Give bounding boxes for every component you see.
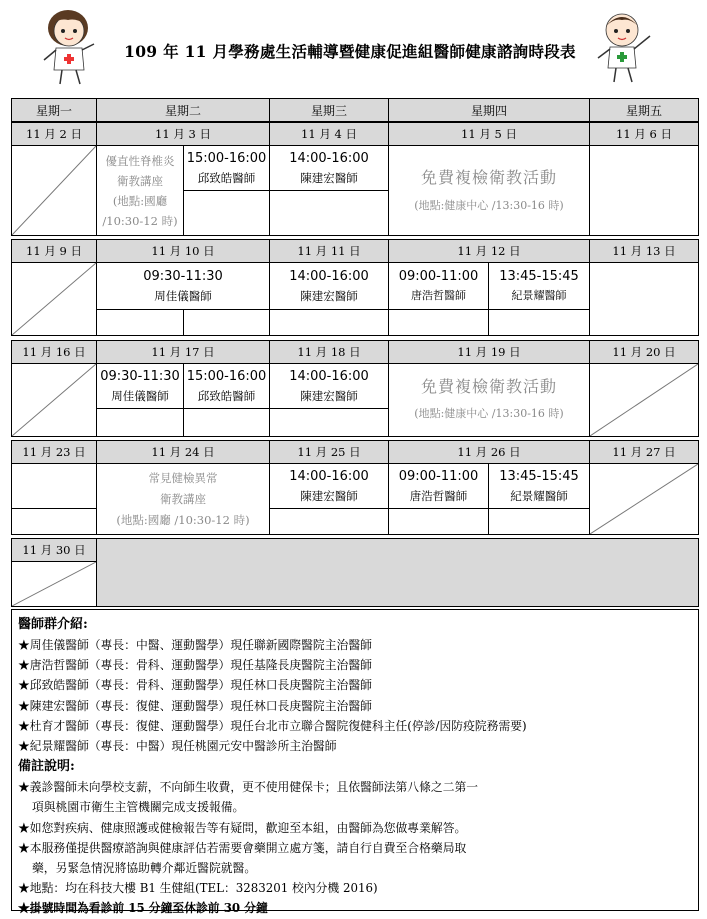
doctor-slot: 13:45-15:45 紀景耀醫師: [488, 463, 590, 509]
free-checkup-event: 免費複檢衛教活動 (地點:健康中心 /13:30-16 時): [388, 363, 590, 437]
no-service-cell: [589, 363, 699, 437]
doctor-slot: 09:00-11:00 唐浩哲醫師: [388, 463, 489, 509]
doctor-intro: ★杜育才醫師（專長：復健、運動醫學）現任台北市立聯合醫院復健科主任(停診/因防疫院務需要): [18, 718, 527, 733]
free-checkup-event: 免費複檢衛教活動 (地點:健康中心 /13:30-16 時): [388, 145, 590, 236]
weekday-wed: 星期三: [269, 98, 389, 122]
doctor-slot: 14:00-16:00 陳建宏醫師: [269, 363, 389, 409]
date-cell: 11 月 24 日: [96, 440, 270, 464]
date-cell: 11 月 26 日: [388, 440, 590, 464]
date-cell: 11 月 25 日: [269, 440, 389, 464]
doctor-intro: ★周佳儀醫師（專長：中醫、運動醫學）現任聯新國際醫院主治醫師: [18, 638, 372, 652]
date-cell: 11 月 4 日: [269, 122, 389, 146]
date-cell: 11 月 30 日: [11, 538, 97, 562]
doctors-heading: 醫師群介紹:: [18, 617, 88, 632]
remark-line: ★如您對疾病、健康照護或健檢報告等有疑問，歡迎至本組，由醫師為您做專業解答。: [18, 820, 467, 835]
date-cell: 11 月 16 日: [11, 340, 97, 364]
weekday-tue: 星期二: [96, 98, 270, 122]
date-cell: 11 月 9 日: [11, 239, 97, 263]
no-service-cell: [11, 262, 97, 336]
remark-line: ★掛號時間為看診前 15 分鐘至休診前 30 分鐘: [18, 901, 268, 916]
no-service-cell: [589, 463, 699, 535]
doctor-slot: 14:00-16:00 陳建宏醫師: [269, 463, 389, 509]
remark-line: ★本服務僅提供醫療諮詢與健康評估若需要會藥開立處方箋，請自行自費至合格藥局取: [18, 840, 467, 855]
weekday-mon: 星期一: [11, 98, 97, 122]
doctor-intro: ★陳建宏醫師（專長：復健、運動醫學）現任林口長庚醫院主治醫師: [18, 698, 372, 713]
remark-line: ★義診醫師未向學校支薪，不向師生收費，更不使用健保卡；且依醫師法第八條之二第一: [18, 780, 479, 795]
weekday-thu: 星期四: [388, 98, 590, 122]
doctor-intro: ★紀景耀醫師（專長：中醫）現任桃園元安中醫診所主治醫師: [18, 739, 337, 754]
doctor-slot: 15:00-16:00 邱致皓醫師: [183, 145, 270, 191]
notes-section: [11, 609, 699, 916]
no-service-cell: [11, 561, 97, 607]
doctor-slot: 14:00-16:00 陳建宏醫師: [269, 145, 389, 191]
date-cell: 11 月 6 日: [589, 122, 699, 146]
no-service-cell: [11, 145, 97, 236]
date-cell: 11 月 2 日: [11, 122, 97, 146]
date-cell: 11 月 18 日: [269, 340, 389, 364]
doctor-slot: 09:30-11:30 周佳儀醫師: [96, 262, 270, 310]
date-cell: 11 月 17 日: [96, 340, 270, 364]
date-cell: 11 月 13 日: [589, 239, 699, 263]
doctor-slot: 09:00-11:00 唐浩哲醫師: [388, 262, 489, 310]
date-cell: 11 月 20 日: [589, 340, 699, 364]
doctor-slot: 09:30-11:30 周佳儀醫師: [96, 363, 184, 409]
weekday-fri: 星期五: [589, 98, 699, 122]
no-service-cell: [11, 363, 97, 437]
date-cell: 11 月 10 日: [96, 239, 270, 263]
unused-area: [96, 538, 699, 607]
date-cell: 11 月 11 日: [269, 239, 389, 263]
remark-line: 項與桃園市衛生主管機關完成支援報備。: [32, 800, 245, 815]
remarks-heading: 備註說明:: [18, 759, 75, 775]
doctor-slot: 14:00-16:00 陳建宏醫師: [269, 262, 389, 310]
date-cell: 11 月 27 日: [589, 440, 699, 464]
remark-line: 藥，另緊急情況將協助轉介鄰近醫院就醫。: [32, 861, 257, 876]
doctor-slot: 13:45-15:45 紀景耀醫師: [488, 262, 590, 310]
date-cell: 11 月 19 日: [388, 340, 590, 364]
lecture-cell: 優直性脊椎炎 衛教講座 (地點:國廳 /10:30-12 時): [96, 145, 184, 236]
date-cell: 11 月 12 日: [388, 239, 590, 263]
remark-line: ★地點：均在科技大樓 B1 生健組(TEL：3283201 校內分機 2016): [18, 881, 378, 896]
doctor-intro: ★邱致皓醫師（專長：骨科、運動醫學）現任林口長庚醫院主治醫師: [18, 678, 372, 693]
date-cell: 11 月 5 日: [388, 122, 590, 146]
date-cell: 11 月 23 日: [11, 440, 97, 464]
date-cell: 11 月 3 日: [96, 122, 270, 146]
doctor-intro: ★唐浩哲醫師（專長：骨科、運動醫學）現任基隆長庚醫院主治醫師: [18, 658, 372, 673]
girl-nurse-illustration: [38, 4, 100, 86]
doctor-slot: 15:00-16:00 邱致皓醫師: [183, 363, 270, 409]
lecture-cell: 常見健檢異常 衛教講座 (地點:國廳 /10:30-12 時): [96, 463, 270, 535]
page-title: 109 年 11 月學務處生活輔導暨健康促進組醫師健康諮詢時段表: [124, 42, 576, 61]
